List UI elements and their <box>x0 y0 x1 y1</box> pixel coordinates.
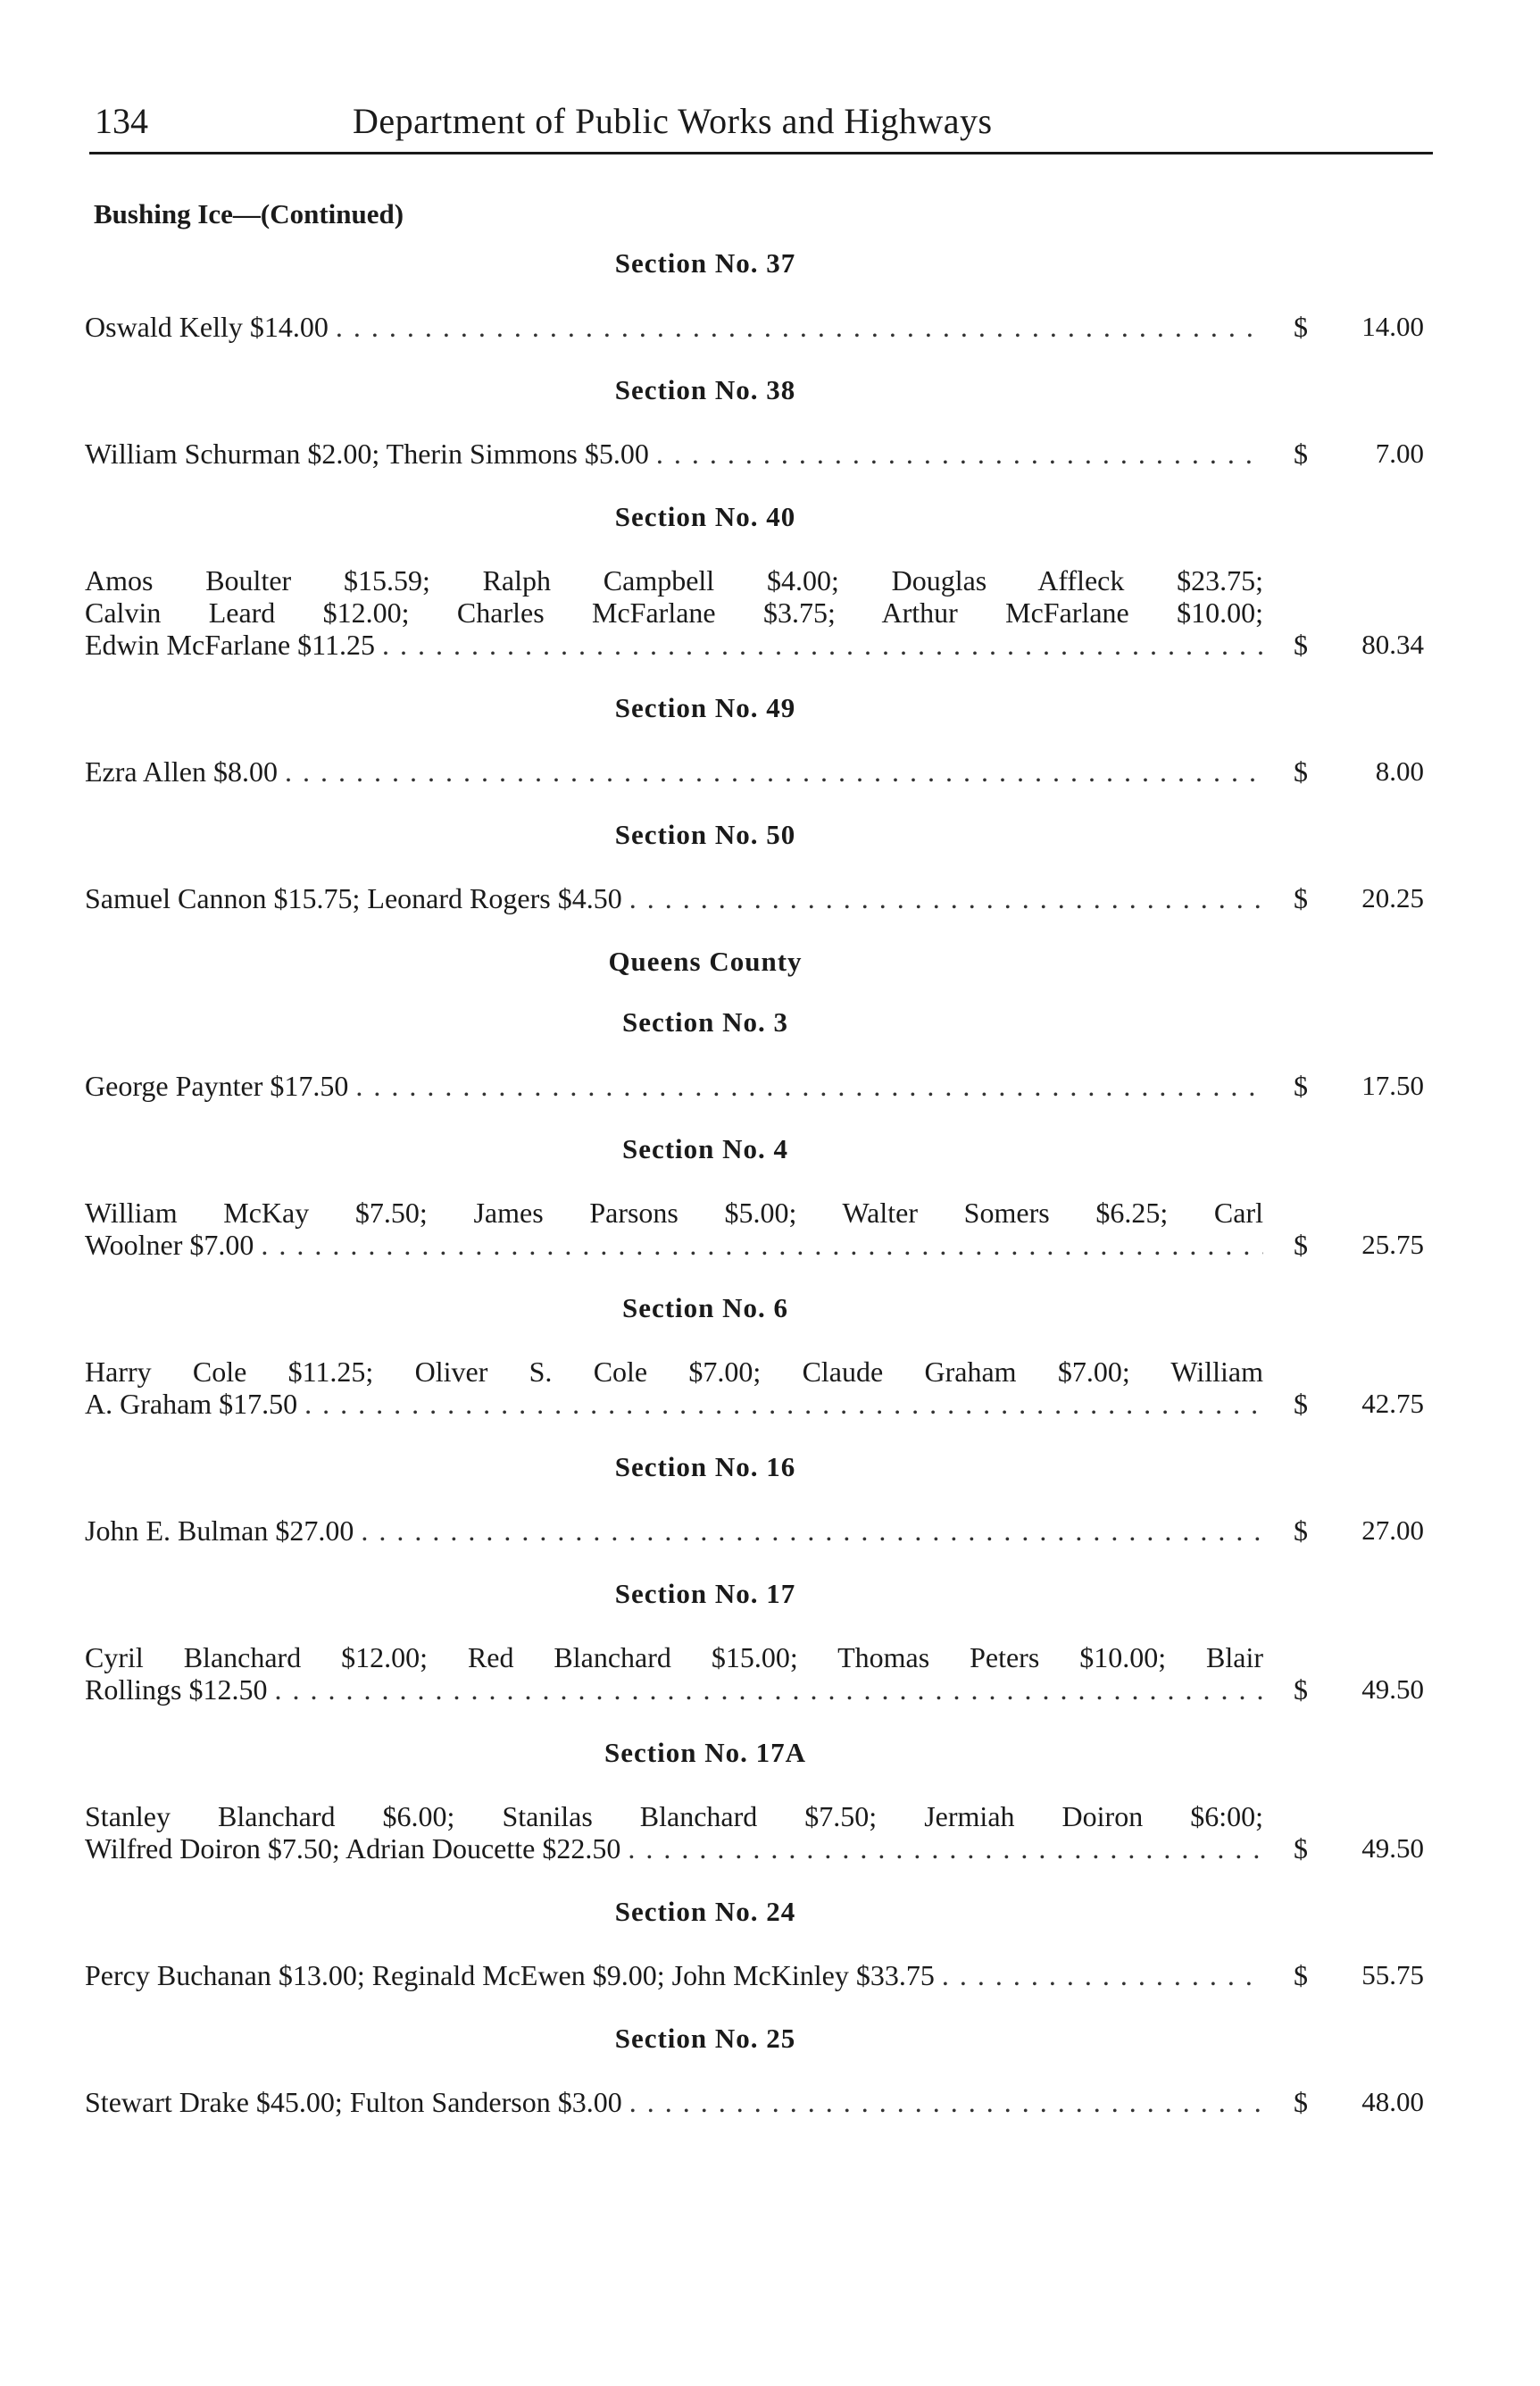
payment-entry <box>85 1070 1433 1102</box>
currency-sign: $ <box>1294 1959 1308 1991</box>
county-entries-list <box>85 1005 1433 2118</box>
currency-sign: $ <box>1294 882 1308 914</box>
section-heading: Section No. 6 <box>621 1292 789 1323</box>
dot-leader <box>629 882 1263 914</box>
entry-text <box>85 1800 1263 1865</box>
payment-entry <box>85 882 1433 914</box>
county-heading: Queens County <box>608 946 803 977</box>
content-body <box>85 246 1433 2148</box>
entry-last-line <box>85 1229 1263 1261</box>
entry-amount: 20.25 <box>1361 882 1424 914</box>
currency-sign: $ <box>1294 2086 1308 2118</box>
currency-sign: $ <box>1294 1229 1308 1261</box>
payment-entry <box>85 1959 1433 1991</box>
payment-entry <box>85 1514 1433 1547</box>
section-heading: Section No. 16 <box>614 1451 796 1482</box>
entry-last-line <box>85 882 1263 914</box>
entry-names: Stewart Drake $45.00; Fulton Sanderson $3.00 <box>85 2086 622 2118</box>
currency-sign: $ <box>1294 438 1308 470</box>
section-heading: Section No. 3 <box>621 1006 789 1038</box>
entry-last-line <box>85 1832 1263 1865</box>
dot-leader <box>274 1673 1263 1706</box>
entry-text <box>85 755 1263 788</box>
entry-text <box>85 1197 1263 1261</box>
entry-text <box>85 438 1263 470</box>
entry-amount: 14.00 <box>1361 311 1424 342</box>
entry-names: Ezra Allen $8.00 <box>85 755 278 788</box>
entry-last-line <box>85 1514 1263 1547</box>
section-heading: Section No. 49 <box>614 692 796 723</box>
currency-sign: $ <box>1294 1673 1308 1706</box>
dot-leader <box>942 1959 1263 1991</box>
entry-names: Samuel Cannon $15.75; Leonard Rogers $4.50 <box>85 882 622 914</box>
entry-text <box>85 1070 1263 1102</box>
page-number: 134 <box>95 101 148 141</box>
entry-names: A. Graham $17.50 <box>85 1388 298 1420</box>
entry-text <box>85 564 1263 661</box>
entry-amount: 48.00 <box>1361 2086 1424 2117</box>
dot-leader <box>628 1832 1263 1865</box>
entry-amount: 49.50 <box>1361 1832 1424 1864</box>
section-heading: Section No. 37 <box>614 247 796 279</box>
dot-leader <box>336 311 1263 343</box>
currency-sign: $ <box>1294 1514 1308 1547</box>
entry-line: Stanley Blanchard $6.00; Stanilas Blanchard $7.50; Jermiah Doiron $6:00; <box>85 1800 1263 1832</box>
entry-line: Harry Cole $11.25; Oliver S. Cole $7.00; Claude Graham $7.00; William <box>85 1356 1263 1388</box>
entry-last-line <box>85 1673 1263 1706</box>
entry-last-line <box>85 629 1263 661</box>
section-heading: Section No. 40 <box>614 501 796 532</box>
payment-entry <box>85 1641 1433 1706</box>
section-heading: Section No. 17A <box>604 1737 806 1768</box>
entry-names: John E. Bulman $27.00 <box>85 1514 354 1547</box>
entry-text <box>85 1959 1263 1991</box>
dot-leader <box>261 1229 1263 1261</box>
entry-amount: 7.00 <box>1375 438 1424 469</box>
dot-leader <box>355 1070 1263 1102</box>
payment-entry <box>85 564 1433 661</box>
dot-leader <box>304 1388 1263 1420</box>
page-header <box>89 98 1433 154</box>
section-heading: Section No. 17 <box>614 1578 796 1609</box>
entry-text <box>85 1356 1263 1420</box>
entries-list <box>85 246 1433 914</box>
running-title: Department of Public Works and Highways <box>353 101 993 141</box>
entry-line: William McKay $7.50; James Parsons $5.00; Walter Somers $6.25; Carl <box>85 1197 1263 1229</box>
entry-last-line <box>85 1070 1263 1102</box>
currency-sign: $ <box>1294 1832 1308 1865</box>
entry-line: Cyril Blanchard $12.00; Red Blanchard $15.00; Thomas Peters $10.00; Blair <box>85 1641 1263 1673</box>
payment-entry <box>85 1356 1433 1420</box>
entry-names: Wilfred Doiron $7.50; Adrian Doucette $22.50 <box>85 1832 621 1865</box>
entry-text <box>85 882 1263 914</box>
entry-text <box>85 311 1263 343</box>
payment-entry <box>85 755 1433 788</box>
section-heading: Section No. 25 <box>614 2023 796 2054</box>
entry-text <box>85 2086 1263 2118</box>
entry-line: Amos Boulter $15.59; Ralph Campbell $4.00; Douglas Affleck $23.75; <box>85 564 1263 596</box>
entry-names: Rollings $12.50 <box>85 1673 268 1706</box>
entry-line: Calvin Leard $12.00; Charles McFarlane $3.75; Arthur McFarlane $10.00; <box>85 596 1263 629</box>
currency-sign: $ <box>1294 311 1308 343</box>
dot-leader <box>382 629 1263 661</box>
entry-amount: 55.75 <box>1361 1959 1424 1990</box>
currency-sign: $ <box>1294 629 1308 661</box>
payment-entry <box>85 2086 1433 2118</box>
entry-last-line <box>85 1959 1263 1991</box>
dot-leader <box>656 438 1263 470</box>
payment-entry <box>85 1800 1433 1865</box>
section-heading: Section No. 4 <box>621 1133 789 1164</box>
entry-names: Oswald Kelly $14.00 <box>85 311 329 343</box>
entry-text <box>85 1641 1263 1706</box>
entry-names: William Schurman $2.00; Therin Simmons $5.00 <box>85 438 649 470</box>
entry-last-line <box>85 2086 1263 2118</box>
currency-sign: $ <box>1294 755 1308 788</box>
dot-leader <box>361 1514 1263 1547</box>
entry-last-line <box>85 1388 1263 1420</box>
entry-amount: 49.50 <box>1361 1673 1424 1705</box>
entry-amount: 42.75 <box>1361 1388 1424 1419</box>
entry-amount: 27.00 <box>1361 1514 1424 1546</box>
entry-last-line <box>85 438 1263 470</box>
section-heading: Section No. 24 <box>614 1896 796 1927</box>
currency-sign: $ <box>1294 1070 1308 1102</box>
dot-leader <box>629 2086 1263 2118</box>
entry-names: Woolner $7.00 <box>85 1229 254 1261</box>
payment-entry <box>85 1197 1433 1261</box>
section-heading: Section No. 50 <box>614 819 796 850</box>
entry-names: George Paynter $17.50 <box>85 1070 349 1102</box>
entry-names: Edwin McFarlane $11.25 <box>85 629 375 661</box>
entry-names: Percy Buchanan $13.00; Reginald McEwen $9.00; John McKinley $33.75 <box>85 1959 935 1991</box>
entry-amount: 8.00 <box>1375 755 1424 787</box>
continued-heading: Bushing Ice—(Continued) <box>94 198 404 229</box>
entry-amount: 17.50 <box>1361 1070 1424 1101</box>
payment-entry <box>85 311 1433 343</box>
payment-entry <box>85 438 1433 470</box>
entry-text <box>85 1514 1263 1547</box>
entry-amount: 80.34 <box>1361 629 1424 660</box>
currency-sign: $ <box>1294 1388 1308 1420</box>
entry-last-line <box>85 311 1263 343</box>
entry-amount: 25.75 <box>1361 1229 1424 1260</box>
section-heading: Section No. 38 <box>614 374 796 405</box>
entry-last-line <box>85 755 1263 788</box>
dot-leader <box>285 755 1263 788</box>
